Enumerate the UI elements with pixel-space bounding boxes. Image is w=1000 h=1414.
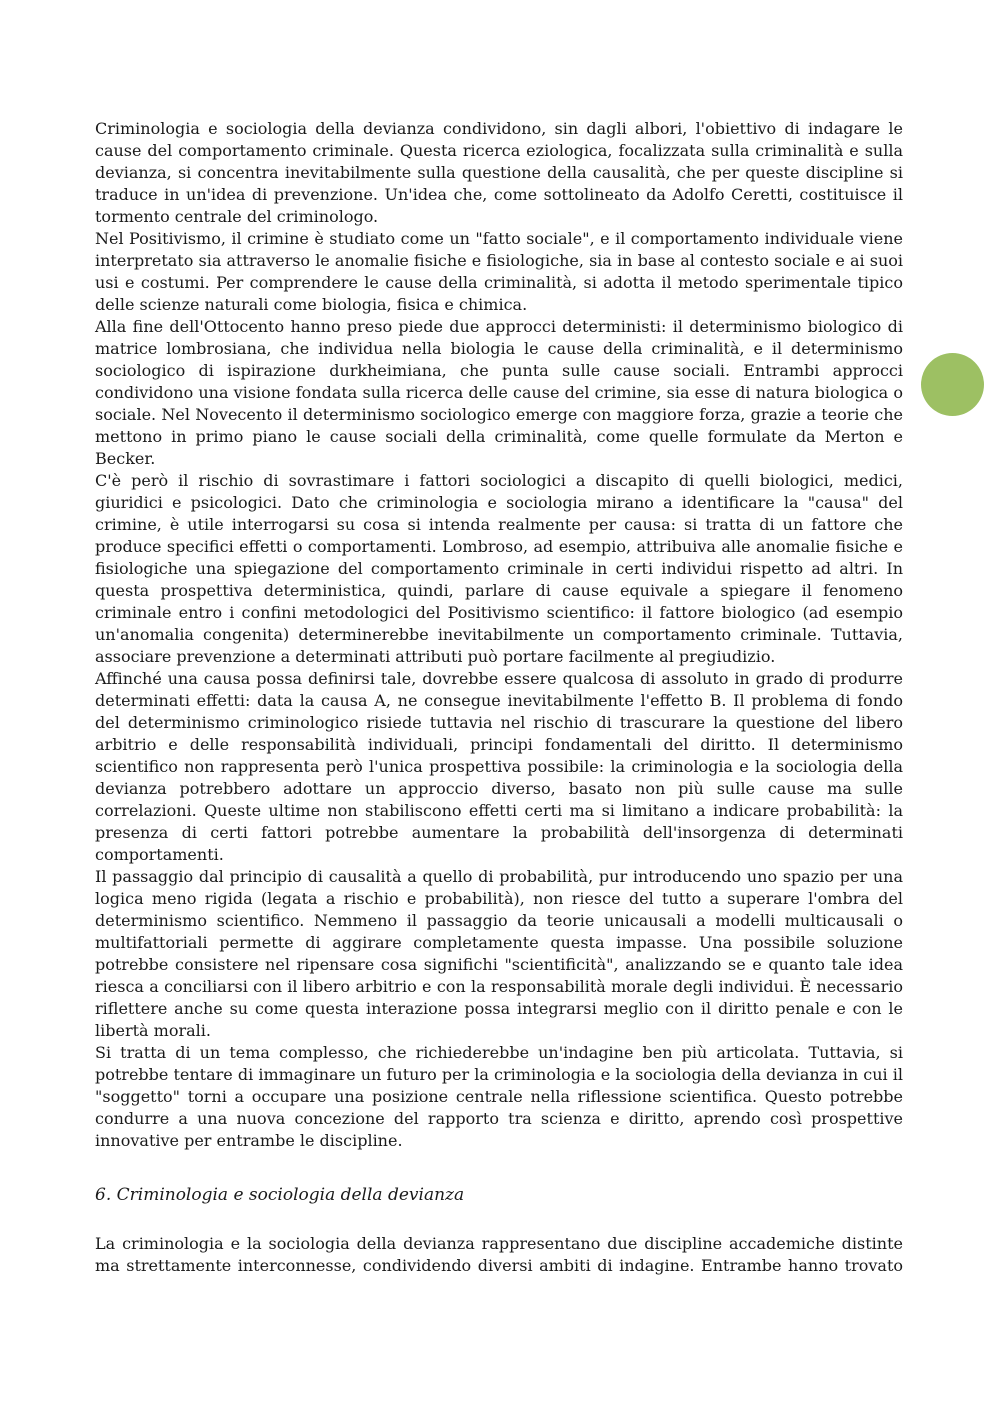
- paragraph-2: Nel Positivismo, il crimine è studiato come un "fatto sociale", e il comportamento individuale viene interpretato sia attraverso le anomalie fisiche e fisiologiche, sia in base al contesto sociale e ai suoi usi e costumi. Per comprendere le cause della criminalità, si adotta il metodo sperimentale tipico delle scienze naturali come biologia, fisica e chimica.: [95, 229, 903, 314]
- paragraph-6: Il passaggio dal principio di causalità a quello di probabilità, pur introducendo uno spazio per una logica meno rigida (legata a rischio e probabilità), non riesce del tutto a superare l'ombra del determinismo scientifico. Nemmeno il passaggio da teorie unicausali a modelli multicausali o multifattoriali permette di aggirare completamente questa impasse. Una possibile soluzione potrebbe consistere nel ripensare cosa significhi "scientificità", analizzando se e quanto tale idea riesca a conciliarsi con il libero arbitrio e con la responsabilità morale degli individui. È necessario riflettere anche su come questa interazione possa integrarsi meglio con il diritto penale e con le libertà morali.: [95, 867, 903, 1040]
- paragraph-3: Alla fine dell'Ottocento hanno preso piede due approcci deterministi: il determinismo biologico di matrice lombrosiana, che individua nella biologia le cause della criminalità, e il determinismo sociologico di ispirazione durkheimiana, che punta sulle cause sociali. Entrambi approcci condividono una visione fondata sulla ricerca delle cause del crimine, sia esse di natura biologica o sociale. Nel Novecento il determinismo sociologico emerge con maggiore forza, grazie a teorie che mettono in primo piano le cause sociali della criminalità, come quelle formulate da Merton e Becker.: [95, 317, 903, 468]
- body-text: [95, 118, 903, 1152]
- section-paragraph: La criminologia e la sociologia della devianza rappresentano due discipline accademiche distinte ma strettamente interconnesse, condividendo diversi ambiti di indagine. Entrambe hanno trovato: [95, 1234, 903, 1275]
- paragraph-4: C'è però il rischio di sovrastimare i fattori sociologici a discapito di quelli biologici, medici, giuridici e psicologici. Dato che criminologia e sociologia mirano a identificare la "causa" del crimine, è utile interrogarsi su cosa si intenda realmente per causa: si tratta di un fattore che produce specifici effetti o comportamenti. Lombroso, ad esempio, attribuiva alle anomalie fisiche e fisiologiche una spiegazione del comportamento criminale in certi individui rispetto ad altri. In questa prospettiva deterministica, quindi, parlare di cause equivale a spiegare il fenomeno criminale entro i confini metodologici del Positivismo scientifico: il fattore biologico (ad esempio un'anomalia congenita) determinerebbe inevitabilmente un comportamento criminale. Tuttavia, associare prevenzione a determinati attributi può portare facilmente al pregiudizio.: [95, 471, 903, 666]
- paragraph-5: Affinché una causa possa definirsi tale, dovrebbe essere qualcosa di assoluto in grado di produrre determinati effetti: data la causa A, ne consegue inevitabilmente l'effetto B. Il problema di fondo del determinismo criminologico risiede tuttavia nel rischio di trascurare la questione del libero arbitrio e delle responsabilità individuali, principi fondamentali del diritto. Il determinismo scientifico non rappresenta però l'unica prospettiva possibile: la criminologia e la sociologia della devianza potrebbero adottare un approccio diverso, basato non più sulle cause ma sulle correlazioni. Queste ultime non stabiliscono effetti certi ma si limitano a indicare probabilità: la presenza di certi fattori potrebbe aumentare la probabilità dell'insorgenza di determinati comportamenti.: [95, 669, 903, 864]
- paragraph-1: Criminologia e sociologia della devianza condividono, sin dagli albori, l'obiettivo di indagare le cause del comportamento criminale. Questa ricerca eziologica, focalizzata sulla criminalità e sulla devianza, si concentra inevitabilmente sulla questione della causalità, che per queste discipline si traduce in un'idea di prevenzione. Un'idea che, come sottolineato da Adolfo Ceretti, costituisce il tormento centrale del criminologo.: [95, 119, 903, 226]
- paragraph-7: Si tratta di un tema complesso, che richiederebbe un'indagine ben più articolata. Tuttavia, si potrebbe tentare di immaginare un futuro per la criminologia e la sociologia della devianza in cui il "soggetto" torni a occupare una posizione centrale nella riflessione scientifica. Questo potrebbe condurre a una nuova concezione del rapporto tra scienza e diritto, aprendo così prospettive innovative per entrambe le discipline.: [95, 1043, 903, 1150]
- green-circle-marker: [921, 353, 984, 416]
- section-heading: 6. Criminologia e sociologia della devianza: [95, 1185, 465, 1205]
